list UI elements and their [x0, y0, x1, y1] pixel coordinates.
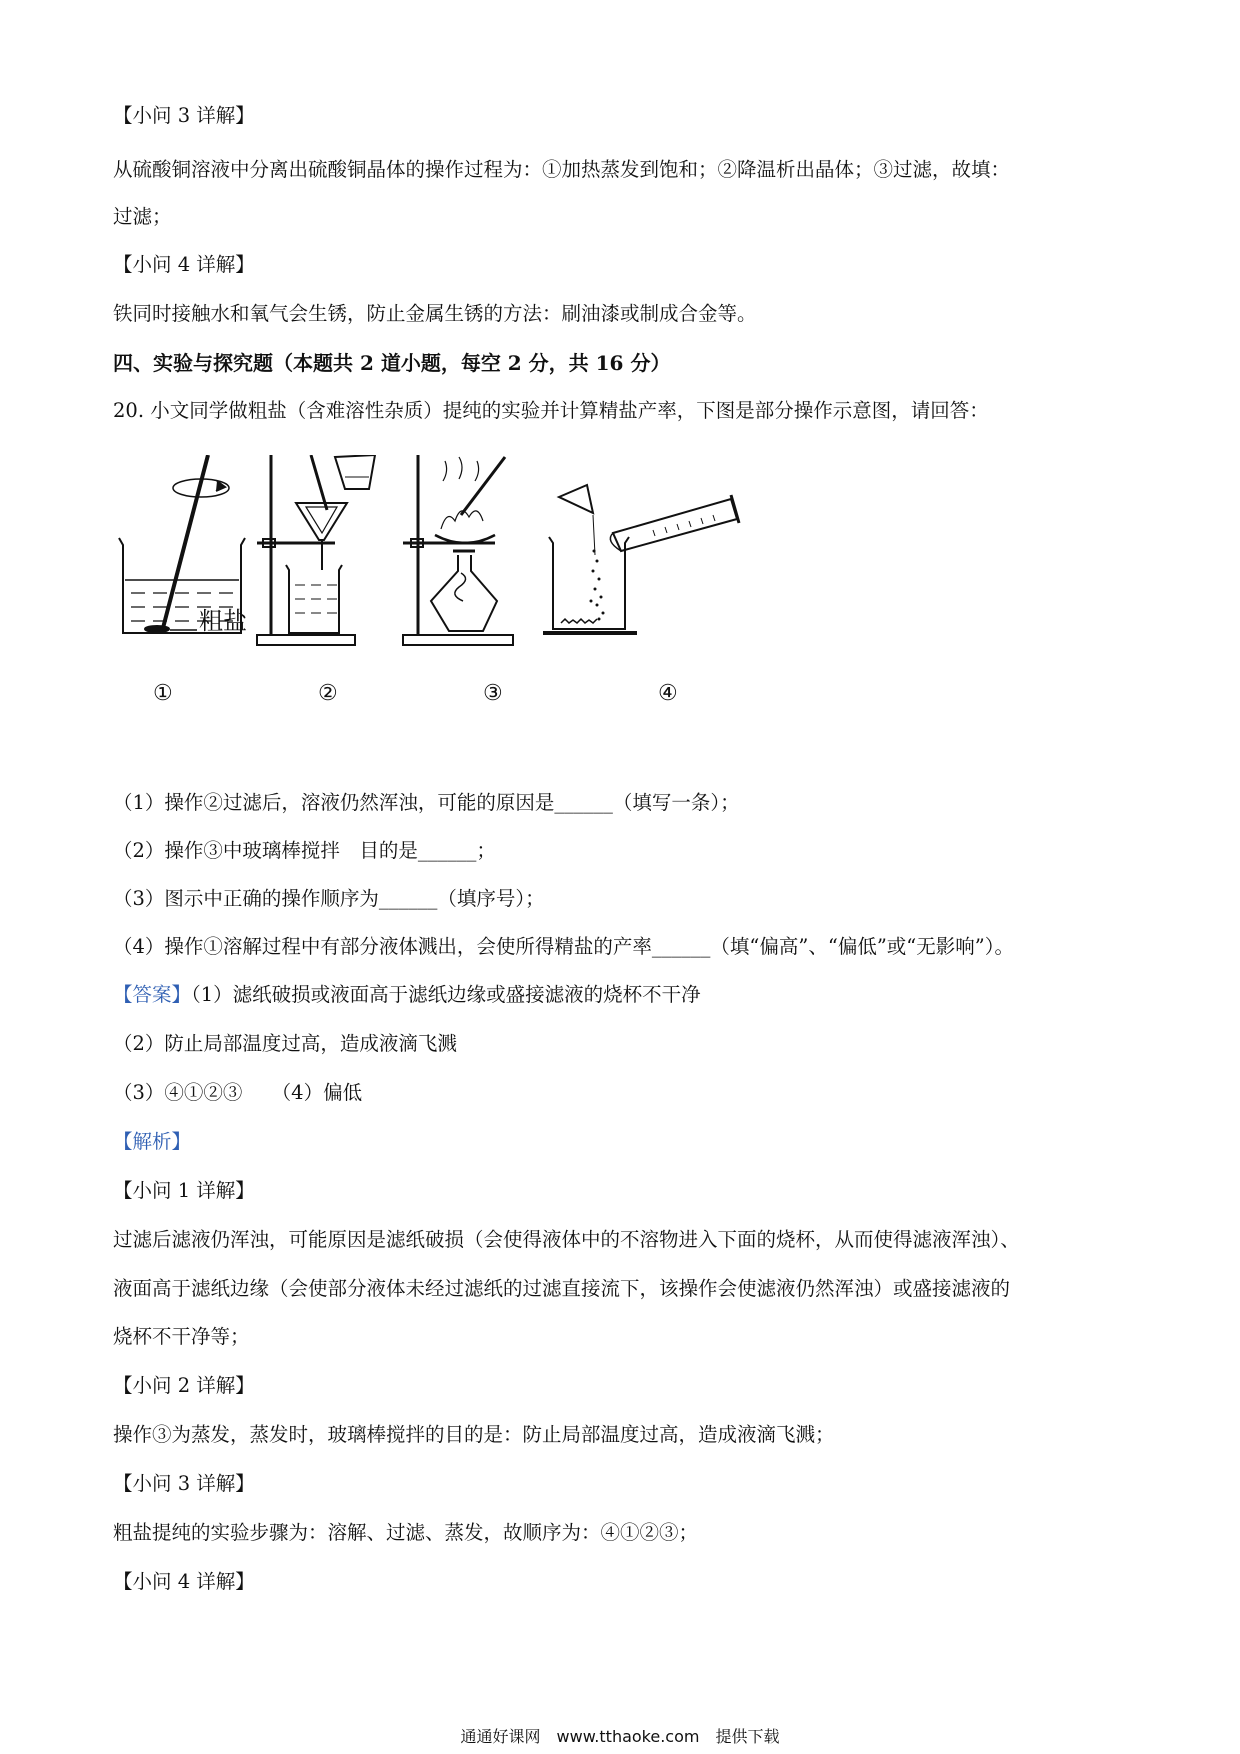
analysis-label: 【解析】: [113, 1130, 192, 1153]
section-title: 四、实验与探究题（本题共 2 道小题，每空 2 分，共 16 分）: [113, 351, 671, 375]
page-footer: 通通好课网 www.tthaoke.com 提供下载: [460, 1727, 780, 1746]
analysis-1-text-end: 烧杯不干净等；: [113, 1325, 250, 1348]
subquestion-3-text: 从硫酸铜溶液中分离出硫酸铜晶体的操作过程为：①加热蒸发到饱和；②降温析出晶体；③过滤，故填：: [113, 158, 1011, 181]
analysis-3-text: 粗盐提纯的实验步骤为：溶解、过滤、蒸发，故顺序为：④①②③；: [113, 1521, 699, 1544]
figure-label-3: ③: [483, 681, 503, 706]
analysis-1-header: 【小问 1 详解】: [113, 1179, 255, 1202]
figure-label-1: ①: [153, 681, 173, 706]
analysis-1-text-cont: 液面高于滤纸边缘（会使部分液体未经过滤纸的过滤直接流下，该操作会使滤液仍然浑浊）或盛接滤液的: [113, 1277, 1011, 1300]
filtering-apparatus: [257, 455, 375, 645]
answer-line-1: [113, 982, 701, 1008]
analysis-1-text: 过滤后滤液仍浑浊，可能原因是滤纸破损（会使得液体中的不溶物进入下面的烧杯，从而使得滤液浑浊）、: [113, 1228, 1020, 1251]
question-20-part-1: （1）操作②过滤后，溶液仍然浑浊，可能的原因是______（填写一条）；: [113, 791, 740, 814]
analysis-3-header: 【小问 3 详解】: [113, 1472, 255, 1495]
analysis-4-header: 【小问 4 详解】: [113, 1570, 255, 1593]
analysis-2-text: 操作③为蒸发，蒸发时，玻璃棒搅拌的目的是：防止局部温度过高，造成液滴飞溅；: [113, 1423, 835, 1446]
question-20-part-2: （2）操作③中玻璃棒搅拌 目的是______；: [113, 839, 496, 862]
question-20-part-3: （3）图示中正确的操作顺序为______（填序号）；: [113, 887, 545, 910]
question-20-stem: 20. 小文同学做粗盐（含难溶性杂质）提纯的实验并计算精盐产率，下图是部分操作示意图，请回答：: [113, 399, 989, 422]
subquestion-3-header: 【小问 3 详解】: [113, 104, 255, 127]
measuring-apparatus: [543, 485, 739, 633]
answer-label: 【答案】: [113, 983, 192, 1006]
answer-3: （3）④①②③ （4）偏低: [113, 1081, 363, 1104]
analysis-2-header: 【小问 2 详解】: [113, 1374, 255, 1397]
subquestion-3-text-cont: 过滤；: [113, 205, 172, 228]
experiment-diagram: [113, 455, 853, 715]
figure-label-4: ④: [658, 681, 678, 706]
salt-label: 粗盐: [199, 607, 247, 635]
answer-2: （2）防止局部温度过高，造成液滴飞溅: [113, 1032, 457, 1055]
evaporation-apparatus: [403, 455, 513, 645]
experiment-figure: [113, 455, 853, 715]
subquestion-4-header: 【小问 4 详解】: [113, 253, 255, 276]
figure-label-2: ②: [318, 681, 338, 706]
question-20-part-4: （4）操作①溶解过程中有部分液体溅出，会使所得精盐的产率______（填“偏高”、“偏低”或“无影响”）。: [113, 935, 1014, 958]
subquestion-4-text: 铁同时接触水和氧气会生锈，防止金属生锈的方法：刷油漆或制成合金等。: [113, 302, 757, 325]
answer-1: （1）滤纸破损或液面高于滤纸边缘或盛接滤液的烧杯不干净: [191, 983, 701, 1006]
